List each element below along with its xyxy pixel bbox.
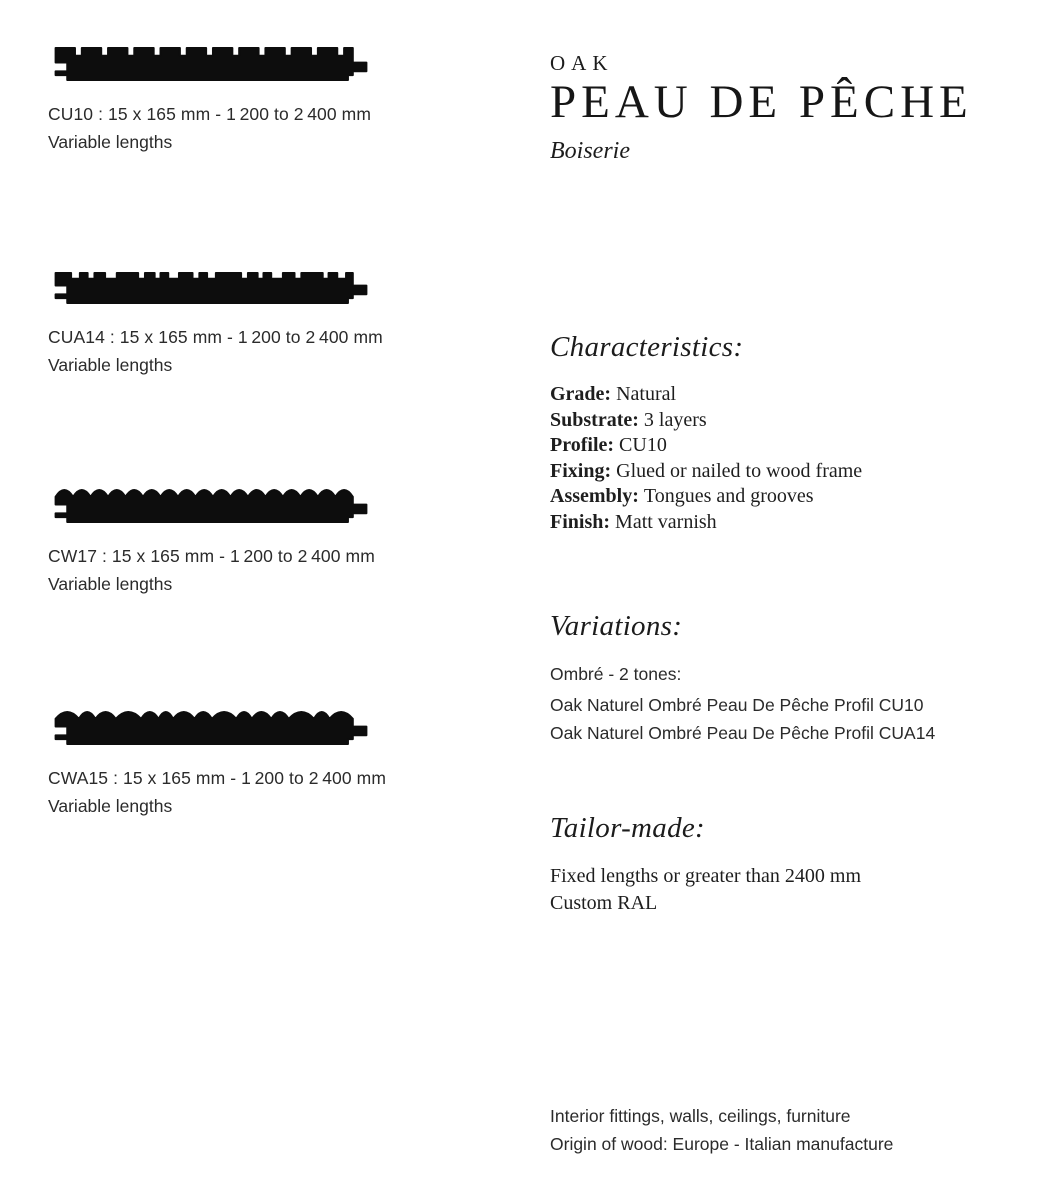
collection-eyebrow: OAK: [550, 51, 614, 75]
characteristic-row: [550, 459, 1020, 485]
variation-item: Oak Naturel Ombré Peau De Pêche Profil CU10: [550, 695, 924, 715]
footer-usage-line: Interior fittings, walls, ceilings, furniture: [550, 1106, 851, 1126]
characteristic-label: Grade:: [550, 383, 612, 405]
profile-block-cwa15: [48, 711, 408, 820]
characteristic-label: Fixing:: [550, 459, 612, 482]
tailor-made-list: [550, 863, 1020, 917]
characteristic-row: [550, 510, 1020, 536]
profile-block-cw17: [48, 489, 408, 598]
profile-drawing-cua14-icon: [48, 270, 374, 304]
characteristic-row: [550, 408, 1020, 434]
tailor-made-line: Custom RAL: [550, 892, 658, 914]
characteristics-section: [550, 330, 1020, 535]
profile-spec: CWA15 : 15 x 165 mm - 1 200 to 2 400 mm: [48, 768, 387, 788]
characteristic-row: [550, 433, 1020, 459]
profile-note: Variable lengths: [48, 796, 173, 816]
characteristic-value: CU10: [619, 434, 667, 456]
page-title: PEAU DE PÊCHE: [550, 76, 973, 128]
characteristic-row: [550, 382, 1020, 408]
tailor-made-heading: Tailor-made:: [550, 812, 706, 844]
variations-list: [550, 691, 1020, 747]
tailor-made-line: Fixed lengths or greater than 2400 mm: [550, 865, 862, 887]
characteristic-label: Profile:: [550, 434, 615, 456]
profile-block-cua14: [48, 270, 408, 379]
header-block: [550, 50, 1020, 166]
profile-drawing-cu10-icon: [48, 47, 374, 81]
variation-item: Oak Naturel Ombré Peau De Pêche Profil CUA14: [550, 723, 936, 743]
variations-heading: Variations:: [550, 610, 683, 642]
profile-drawing-cw17-icon: [48, 489, 374, 523]
profile-note: Variable lengths: [48, 574, 173, 594]
characteristic-label: Assembly:: [550, 485, 639, 507]
profile-note: Variable lengths: [48, 355, 173, 375]
characteristics-heading: Characteristics:: [550, 331, 744, 363]
characteristic-value: Natural: [616, 383, 677, 405]
characteristic-row: [550, 484, 1020, 510]
characteristics-list: [550, 382, 1020, 535]
profile-spec: CUA14 : 15 x 165 mm - 1 200 to 2 400 mm: [48, 327, 383, 347]
profile-spec: CU10 : 15 x 165 mm - 1 200 to 2 400 mm: [48, 104, 372, 124]
characteristic-value: 3 layers: [643, 408, 707, 431]
characteristic-label: Finish:: [550, 510, 611, 533]
variations-intro: Ombré - 2 tones:: [550, 664, 682, 684]
characteristic-value: Matt varnish: [615, 510, 717, 533]
characteristic-value: Glued or nailed to wood frame: [616, 459, 863, 482]
footer-origin-line: Origin of wood: Europe - Italian manufacture: [550, 1134, 894, 1154]
profile-note: Variable lengths: [48, 132, 173, 152]
profile-spec: CW17 : 15 x 165 mm - 1 200 to 2 400 mm: [48, 546, 375, 566]
characteristic-label: Substrate:: [550, 408, 639, 431]
characteristic-value: Tongues and grooves: [643, 485, 814, 507]
profile-drawing-cwa15-icon: [48, 711, 374, 745]
variations-section: [550, 609, 1020, 747]
tailor-made-section: [550, 811, 1020, 917]
footer-block: [550, 1102, 1020, 1158]
product-subtitle: Boiserie: [550, 138, 630, 164]
profile-block-cu10: [48, 47, 408, 156]
